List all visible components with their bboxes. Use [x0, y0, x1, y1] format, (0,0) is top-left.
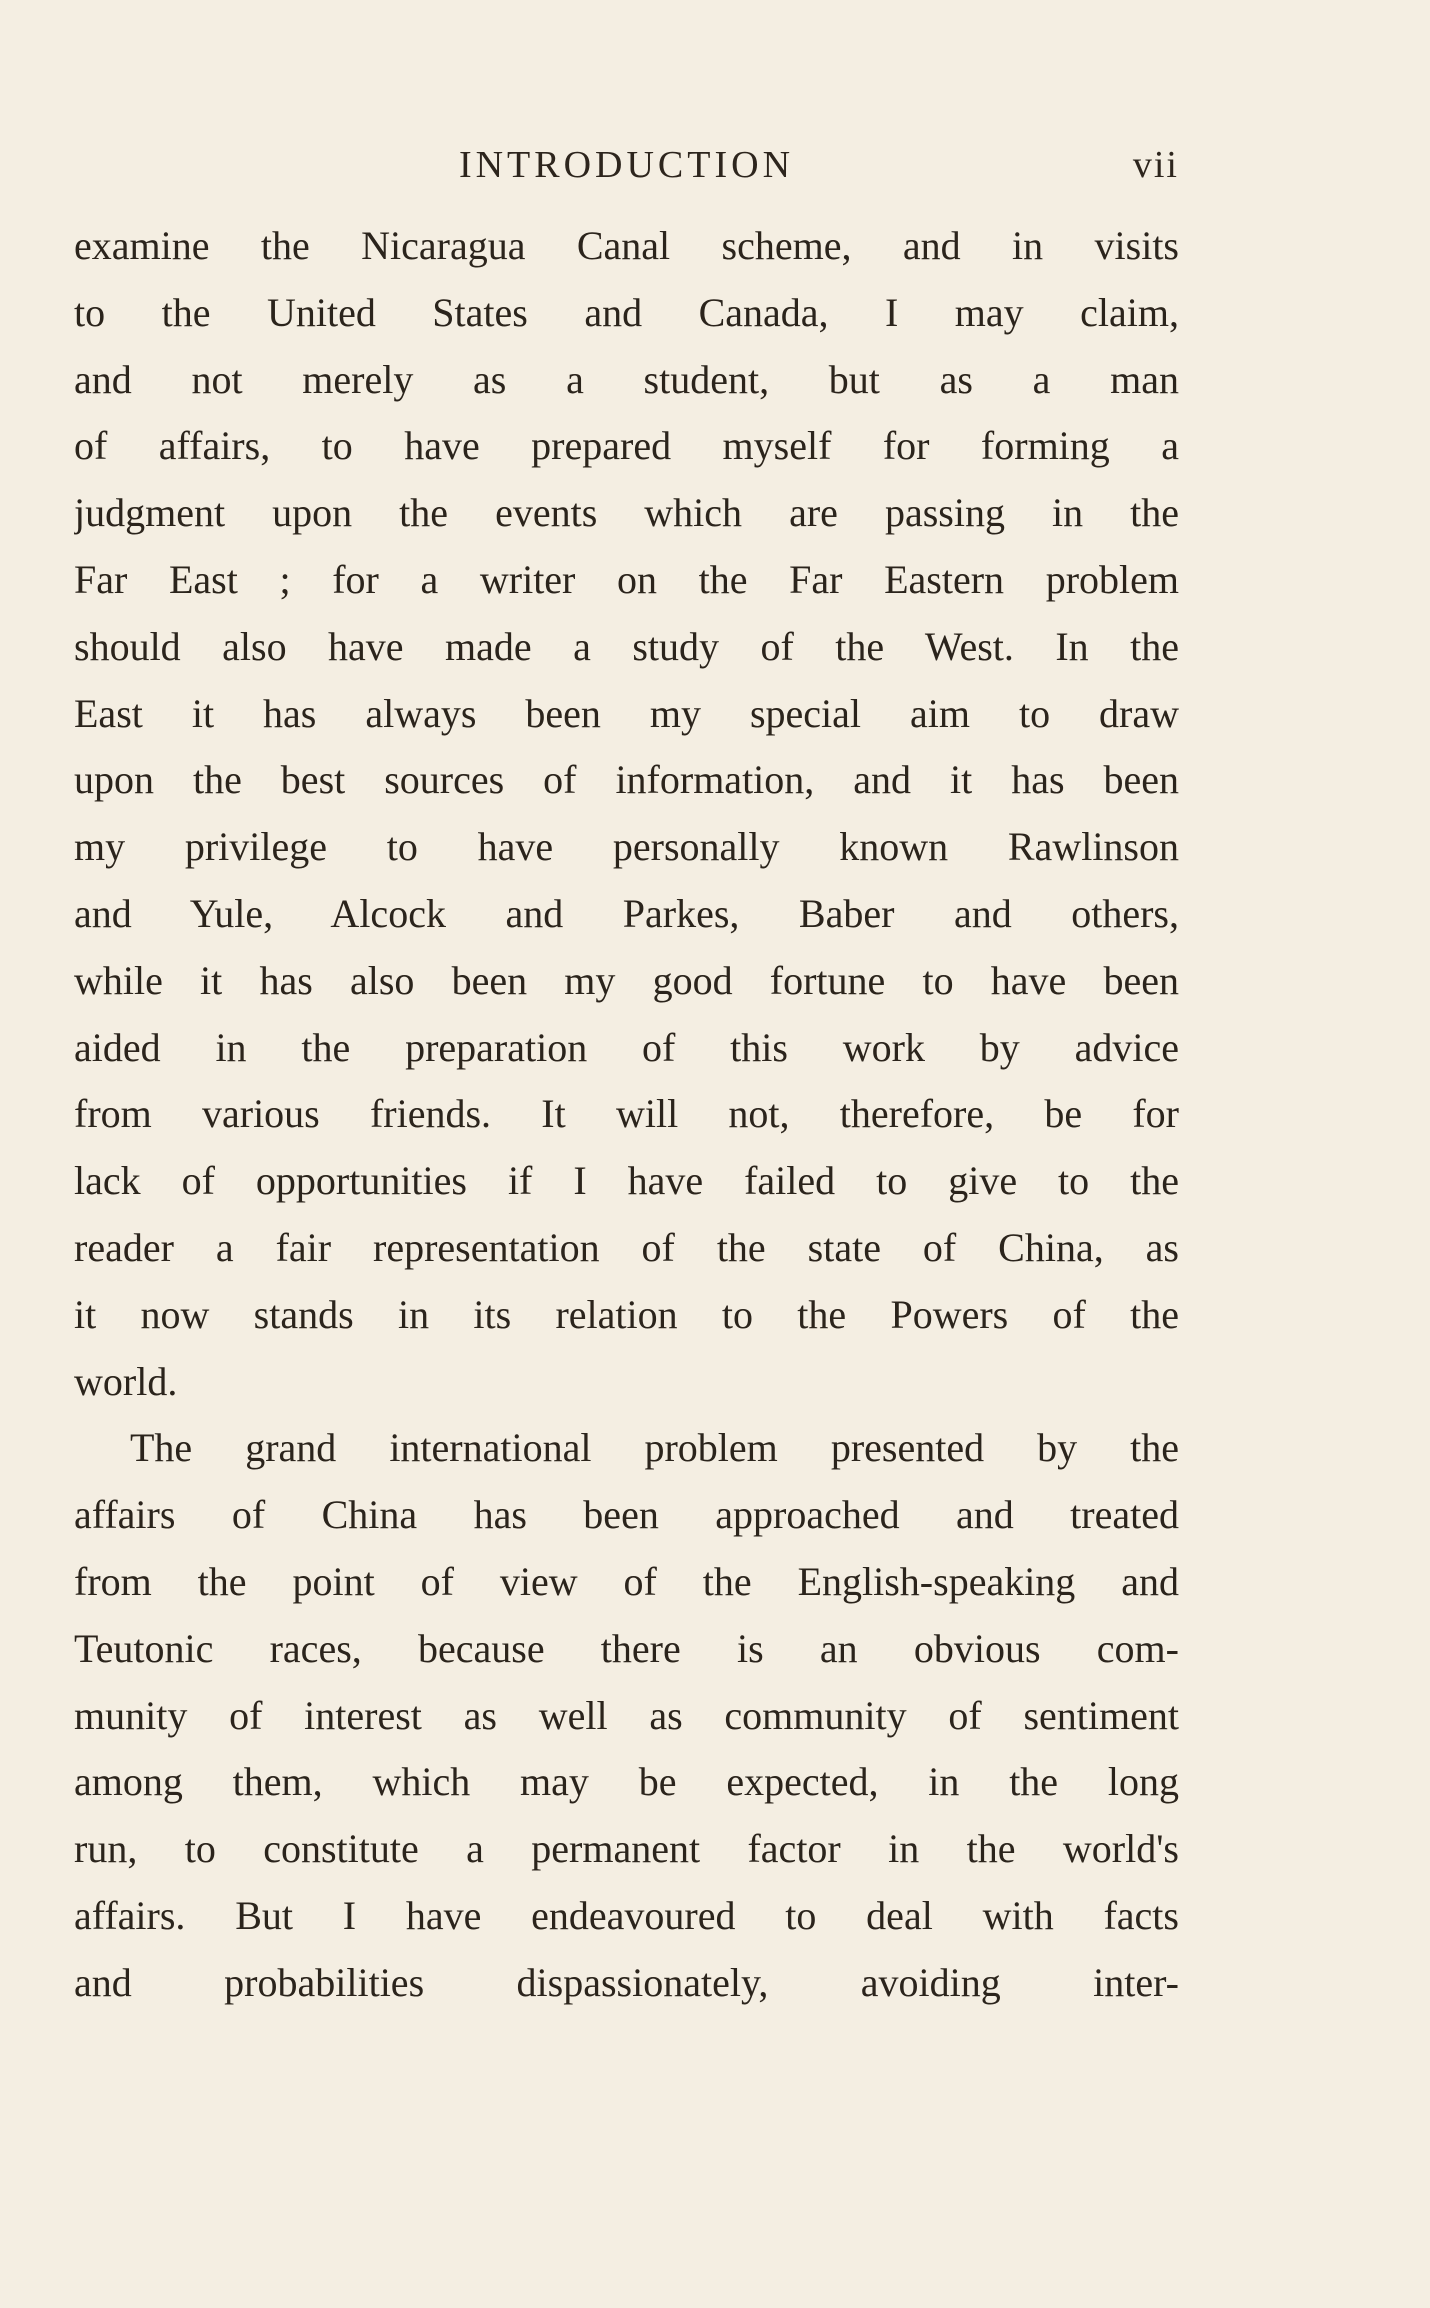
text-line: reader a fair representation of the state of China, as	[74, 1224, 1179, 1270]
text-line: affairs of China has been approached and treated	[74, 1492, 1179, 1538]
text-line: examine the Nicaragua Canal scheme, and in visits	[74, 223, 1179, 268]
text-line: munity of interest as well as community of sentiment	[74, 1692, 1179, 1738]
text-line: while it has also been my good fortune to have been	[74, 957, 1179, 1003]
text-line: and Yule, Alcock and Parkes, Baber and others,	[74, 890, 1179, 936]
text-line: East it has always been my special aim to draw	[74, 690, 1179, 736]
text-line: my privilege to have personally known Rawlinson	[74, 824, 1179, 870]
text-line: run, to constitute a permanent factor in the world's	[74, 1826, 1179, 1872]
text-line: should also have made a study of the West. In the	[74, 623, 1179, 669]
text-line: Teutonic races, because there is an obvious com-	[74, 1625, 1179, 1671]
page-header	[74, 140, 1179, 190]
text-line: to the United States and Canada, I may claim,	[74, 289, 1179, 335]
text-line: judgment upon the events which are passing in the	[74, 490, 1179, 536]
paragraph-end-line: world.	[74, 1358, 178, 1404]
text-line: upon the best sources of information, and it has been	[74, 757, 1179, 803]
body-text	[74, 213, 1179, 2017]
text-line: from various friends. It will not, therefore, be for	[74, 1091, 1179, 1137]
page-number: vii	[1132, 144, 1179, 186]
text-line: Far East ; for a writer on the Far Eastern problem	[74, 556, 1179, 602]
text-line: affairs. But I have endeavoured to deal with facts	[74, 1892, 1179, 1938]
text-line: aided in the preparation of this work by advice	[74, 1024, 1179, 1070]
text-line: lack of opportunities if I have failed to give to the	[74, 1158, 1179, 1204]
text-line: it now stands in its relation to the Powers of the	[74, 1291, 1179, 1337]
text-line: and not merely as a student, but as a man	[74, 356, 1179, 402]
paragraph-start-line: The grand international problem presented by the	[130, 1425, 1179, 1471]
text-line: from the point of view of the English-speaking and	[74, 1558, 1179, 1604]
running-title: INTRODUCTION	[458, 144, 795, 186]
text-line: among them, which may be expected, in the long	[74, 1759, 1179, 1805]
text-line: of affairs, to have prepared myself for forming a	[74, 423, 1179, 469]
text-line: and probabilities dispassionately, avoiding inter-	[74, 1959, 1179, 2005]
